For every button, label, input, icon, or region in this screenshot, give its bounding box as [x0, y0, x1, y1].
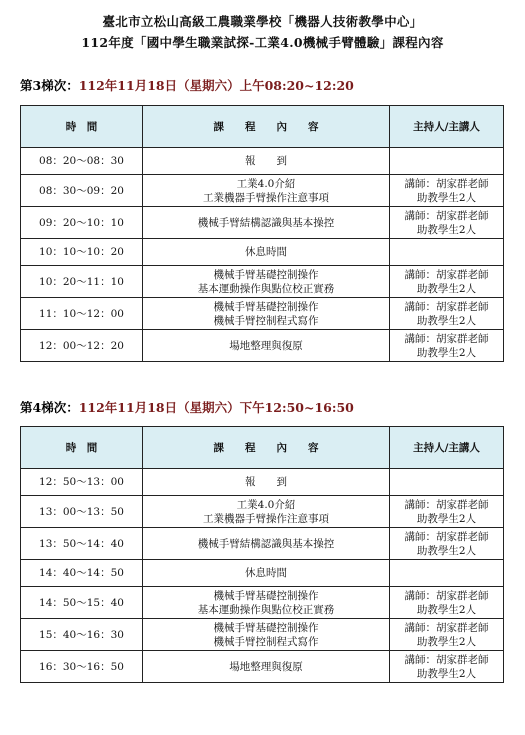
time-cell: 11：10～12：00: [21, 298, 143, 330]
host-line: 助教學生2人: [416, 635, 477, 648]
time-cell: 16：30～16：50: [21, 651, 143, 683]
host-cell: [390, 651, 504, 683]
content-line: 工業4.0介紹: [236, 498, 296, 511]
table-row: [21, 175, 504, 207]
table-header-row: [21, 427, 504, 469]
table-row: [21, 469, 504, 496]
table-row: [21, 298, 504, 330]
session-date: 112年11月18日（星期六）下午12:50~16:50: [78, 400, 354, 415]
table-row: [21, 207, 504, 239]
host-line: 講師：胡家群老師: [404, 621, 489, 634]
table-row: [21, 528, 504, 560]
host-line: 講師：胡家群老師: [404, 268, 489, 281]
document-subtitle: 112年度「國中學生職業試探-工業4.0機械手臂體驗」課程內容: [81, 35, 444, 50]
host-line: 講師：胡家群老師: [404, 332, 489, 345]
content-line: 機械手臂控制程式寫作: [213, 635, 319, 648]
time-cell: 14：40～14：50: [21, 560, 143, 587]
content-line: 工業4.0介紹: [236, 177, 296, 190]
content-cell: [143, 298, 390, 330]
header-content: 課 程 內 容: [143, 427, 390, 469]
time-cell: 15：40～16：30: [21, 619, 143, 651]
host-cell: [390, 560, 504, 587]
host-line: 助教學生2人: [416, 282, 477, 295]
host-cell: [390, 619, 504, 651]
host-line: 助教學生2人: [416, 346, 477, 359]
session-label: 第4梯次：: [20, 400, 79, 415]
content-line: 工業機器手臂操作注意事項: [203, 512, 329, 525]
host-cell: [390, 148, 504, 175]
content-line: 機械手臂基礎控制操作: [213, 268, 319, 281]
content-cell: [143, 469, 390, 496]
time-cell: 13：00～13：50: [21, 496, 143, 528]
table-row: [21, 587, 504, 619]
table-header-row: [21, 106, 504, 148]
content-cell: [143, 175, 390, 207]
host-cell: [390, 587, 504, 619]
content-cell: [143, 266, 390, 298]
session-4-schedule-table: [20, 426, 504, 683]
time-cell: 12：50～13：00: [21, 469, 143, 496]
content-line: 機械手臂基礎控制操作: [213, 589, 319, 602]
content-cell: [143, 496, 390, 528]
host-line: 助教學生2人: [416, 191, 477, 204]
content-line: 休息時間: [245, 246, 287, 258]
host-line: 講師：胡家群老師: [404, 530, 489, 543]
time-cell: 14：50～15：40: [21, 587, 143, 619]
host-line: 講師：胡家群老師: [404, 653, 489, 666]
content-line: 機械手臂基礎控制操作: [213, 621, 319, 634]
content-cell: [143, 330, 390, 362]
content-cell: [143, 587, 390, 619]
content-cell: [143, 207, 390, 239]
host-cell: [390, 330, 504, 362]
host-line: 助教學生2人: [416, 603, 477, 616]
table-row: [21, 560, 504, 587]
header-time: 時 間: [21, 106, 143, 148]
host-line: 講師：胡家群老師: [404, 589, 489, 602]
host-line: 助教學生2人: [416, 544, 477, 557]
host-line: 助教學生2人: [416, 512, 477, 525]
content-line: 基本運動操作與點位校正實務: [197, 282, 335, 295]
table-row: [21, 266, 504, 298]
host-cell: [390, 496, 504, 528]
table-row: [21, 651, 504, 683]
content-line: 報 到: [245, 476, 287, 488]
host-line: 講師：胡家群老師: [404, 300, 489, 313]
header-time: 時 間: [21, 427, 143, 469]
header-host: 主持人/主講人: [390, 106, 504, 148]
host-cell: [390, 528, 504, 560]
host-line: 助教學生2人: [416, 667, 477, 680]
time-cell: 09：20～10：10: [21, 207, 143, 239]
host-cell: [390, 266, 504, 298]
host-cell: [390, 469, 504, 496]
table-row: [21, 619, 504, 651]
document-title: 臺北市立松山高級工農職業學校「機器人技術教學中心」: [102, 14, 423, 29]
time-cell: 08：30～09：20: [21, 175, 143, 207]
session-date: 112年11月18日（星期六）上午08:20~12:20: [78, 78, 354, 93]
host-cell: [390, 175, 504, 207]
table-row: [21, 330, 504, 362]
host-cell: [390, 239, 504, 266]
time-cell: 10：10～10：20: [21, 239, 143, 266]
content-line: 機械手臂結構認識與基本操控: [197, 537, 335, 550]
content-cell: [143, 148, 390, 175]
table-row: [21, 148, 504, 175]
host-line: 助教學生2人: [416, 314, 477, 327]
time-cell: 08：20～08：30: [21, 148, 143, 175]
content-line: 基本運動操作與點位校正實務: [197, 603, 335, 616]
host-line: 助教學生2人: [416, 223, 477, 236]
content-cell: [143, 528, 390, 560]
session-3-rows: [21, 148, 504, 362]
content-cell: [143, 619, 390, 651]
session-4-heading: [20, 398, 354, 416]
content-cell: [143, 651, 390, 683]
content-line: 報 到: [245, 155, 287, 167]
session-label: 第3梯次：: [20, 78, 79, 93]
session-3-schedule-table: [20, 105, 504, 362]
session-4-rows: [21, 469, 504, 683]
content-line: 機械手臂結構認識與基本操控: [197, 216, 335, 229]
content-cell: [143, 239, 390, 266]
time-cell: 13：50～14：40: [21, 528, 143, 560]
host-line: 講師：胡家群老師: [404, 177, 489, 190]
content-line: 工業機器手臂操作注意事項: [203, 191, 329, 204]
session-3-heading: [20, 76, 354, 94]
table-row: [21, 496, 504, 528]
host-line: 講師：胡家群老師: [404, 209, 489, 222]
host-line: 講師：胡家群老師: [404, 498, 489, 511]
content-line: 場地整理與復原: [229, 660, 303, 673]
table-row: [21, 239, 504, 266]
content-cell: [143, 560, 390, 587]
content-line: 休息時間: [245, 567, 287, 579]
host-cell: [390, 207, 504, 239]
time-cell: 10：20～11：10: [21, 266, 143, 298]
header-host: 主持人/主講人: [390, 427, 504, 469]
content-line: 場地整理與復原: [229, 339, 303, 352]
content-line: 機械手臂控制程式寫作: [213, 314, 319, 327]
header-content: 課 程 內 容: [143, 106, 390, 148]
content-line: 機械手臂基礎控制操作: [213, 300, 319, 313]
host-cell: [390, 298, 504, 330]
time-cell: 12：00～12：20: [21, 330, 143, 362]
